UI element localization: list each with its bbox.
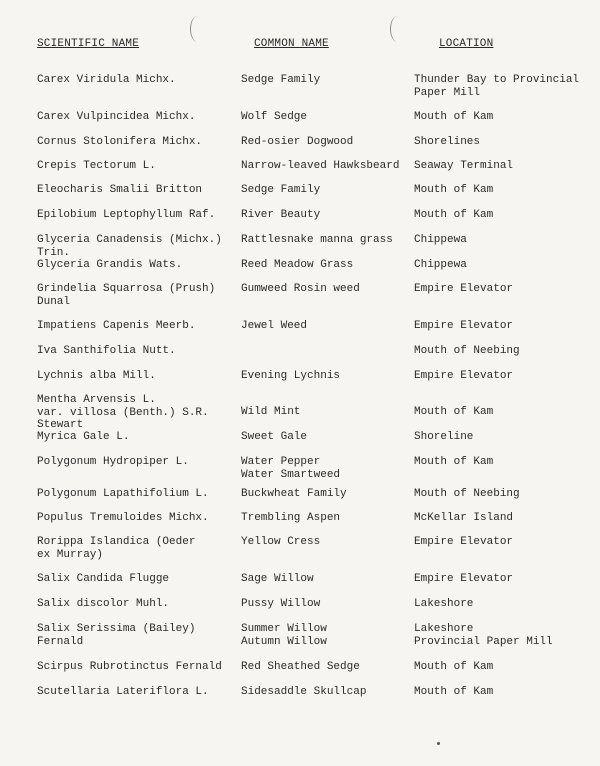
scientific-name-cell: Myrica Gale L. <box>37 431 130 443</box>
header-location: LOCATION <box>439 38 494 50</box>
location-cell: Mouth of Kam <box>414 406 494 418</box>
common-name-cell: Sedge Family <box>241 184 321 196</box>
location-cell: Chippewa <box>414 234 467 246</box>
common-name-cell: Narrow-leaved Hawksbeard <box>241 160 400 172</box>
common-name-cell: Trembling Aspen <box>241 512 341 524</box>
table-row <box>0 74 600 114</box>
location-cell: Chippewa <box>414 259 467 271</box>
location-cell: Mouth of Kam <box>414 686 494 698</box>
scientific-name-cell: Glyceria Canadensis (Michx.) Trin. <box>37 234 222 259</box>
common-name-cell: Sweet Gale <box>241 431 308 443</box>
scientific-name-cell: Scirpus Rubrotinctus Fernald <box>37 661 222 673</box>
location-cell: Lakeshore Provincial Paper Mill <box>414 623 553 648</box>
scientific-name-cell: Salix Candida Flugge <box>37 573 170 585</box>
common-name-cell: River Beauty <box>241 209 321 221</box>
table-row <box>0 536 600 576</box>
location-cell: Mouth of Kam <box>414 111 494 123</box>
scientific-name-cell: Mentha Arvensis L. var. villosa (Benth.) S.R. Stewart <box>37 394 209 431</box>
common-name-cell: Wolf Sedge <box>241 111 308 123</box>
scientific-name-cell: Carex Vulpincidea Michx. <box>37 111 196 123</box>
location-cell: Mouth of Kam <box>414 184 494 196</box>
common-name-cell: Summer Willow Autumn Willow <box>241 623 327 648</box>
scientific-name-cell: Cornus Stolonifera Michx. <box>37 136 203 148</box>
common-name-cell: Rattlesnake manna grass <box>241 234 393 246</box>
location-cell: Empire Elevator <box>414 320 514 332</box>
location-cell: Mouth of Kam <box>414 209 494 221</box>
scientific-name-cell: Polygonum Lapathifolium L. <box>37 488 209 500</box>
scientific-name-cell: Eleocharis Smalii Britton <box>37 184 203 196</box>
scientific-name-cell: Glyceria Grandis Wats. <box>37 259 183 271</box>
scientific-name-cell: Epilobium Leptophyllum Raf. <box>37 209 216 221</box>
common-name-cell: Jewel Weed <box>241 320 308 332</box>
common-name-cell: Pussy Willow <box>241 598 321 610</box>
common-name-cell: Water Pepper Water Smartweed <box>241 456 341 481</box>
scientific-name-cell: Salix Serissima (Bailey) Fernald <box>37 623 196 648</box>
header-common-name: COMMON NAME <box>254 38 329 50</box>
location-cell: Mouth of Kam <box>414 456 494 468</box>
page-speck <box>437 742 440 745</box>
location-cell: Mouth of Kam <box>414 661 494 673</box>
scientific-name-cell: Salix discolor Muhl. <box>37 598 170 610</box>
common-name-cell: Red Sheathed Sedge <box>241 661 360 673</box>
common-name-cell: Reed Meadow Grass <box>241 259 354 271</box>
scientific-name-cell: Grindelia Squarrosa (Prush) Dunal <box>37 283 216 308</box>
location-cell: Lakeshore <box>414 598 474 610</box>
scientific-name-cell: Scutellaria Lateriflora L. <box>37 686 209 698</box>
scientific-name-cell: Polygonum Hydropiper L. <box>37 456 189 468</box>
common-name-cell: Sage Willow <box>241 573 314 585</box>
location-cell: Empire Elevator <box>414 370 514 382</box>
scientific-name-cell: Populus Tremuloides Michx. <box>37 512 209 524</box>
scientific-name-cell: Crepis Tectorum L. <box>37 160 156 172</box>
location-cell: McKellar Island <box>414 512 514 524</box>
scientific-name-cell: Carex Viridula Michx. <box>37 74 176 86</box>
location-cell: Shoreline <box>414 431 474 443</box>
table-row <box>0 623 600 663</box>
scientific-name-cell: Iva Santhifolia Nutt. <box>37 345 176 357</box>
common-name-cell: Gumweed Rosin weed <box>241 283 360 295</box>
table-row <box>0 686 600 726</box>
common-name-cell: Evening Lychnis <box>241 370 341 382</box>
location-cell: Shorelines <box>414 136 481 148</box>
location-cell: Seaway Terminal <box>414 160 514 172</box>
location-cell: Empire Elevator <box>414 573 514 585</box>
location-cell: Empire Elevator <box>414 536 514 548</box>
location-cell: Mouth of Neebing <box>414 345 520 357</box>
table-row <box>0 394 600 434</box>
location-cell: Thunder Bay to Provincial Paper Mill <box>414 74 580 99</box>
location-cell: Mouth of Neebing <box>414 488 520 500</box>
common-name-cell: Wild Mint <box>241 406 301 418</box>
scientific-name-cell: Impatiens Capenis Meerb. <box>37 320 196 332</box>
location-cell: Empire Elevator <box>414 283 514 295</box>
common-name-cell: Sedge Family <box>241 74 321 86</box>
scientific-name-cell: Rorippa Islandica (Oeder ex Murray) <box>37 536 196 561</box>
scientific-name-cell: Lychnis alba Mill. <box>37 370 156 382</box>
header-scientific-name: SCIENTIFIC NAME <box>37 38 140 50</box>
common-name-cell: Buckwheat Family <box>241 488 347 500</box>
table-row <box>0 283 600 323</box>
common-name-cell: Sidesaddle Skullcap <box>241 686 367 698</box>
common-name-cell: Yellow Cress <box>241 536 321 548</box>
common-name-cell: Red-osier Dogwood <box>241 136 354 148</box>
